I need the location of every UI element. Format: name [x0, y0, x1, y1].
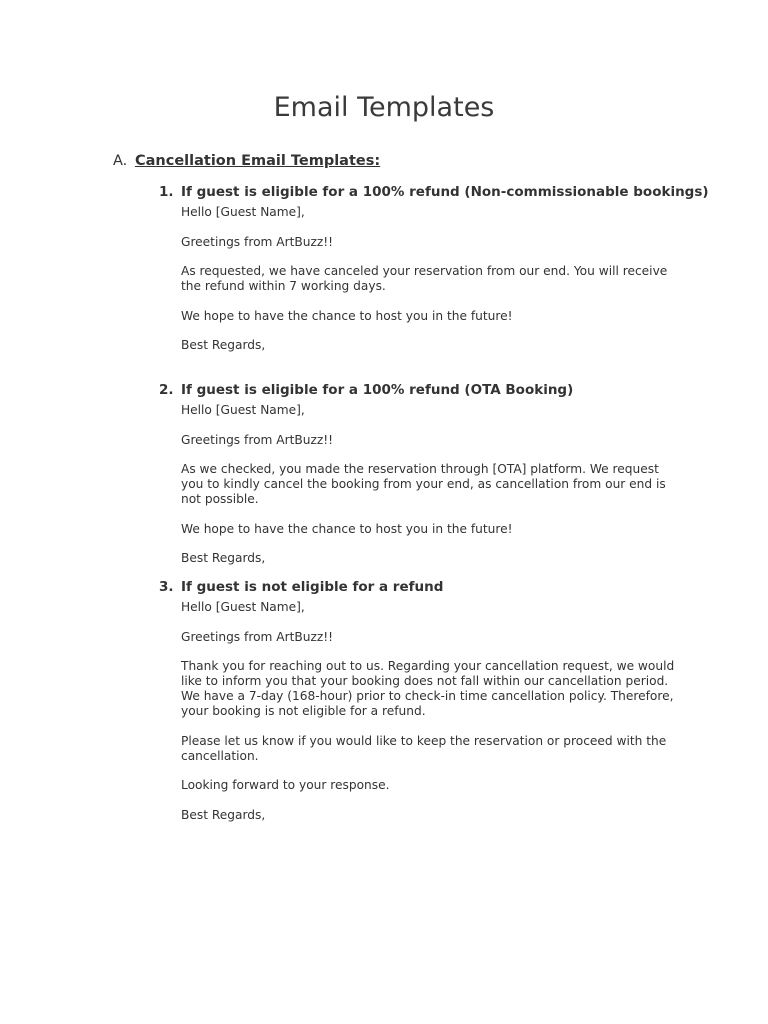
sign-off: Best Regards, — [181, 807, 266, 822]
template-heading — [159, 183, 719, 201]
template-item — [159, 381, 719, 581]
sign-off: Best Regards, — [181, 338, 266, 352]
closing-paragraph: Looking forward to your response. — [181, 778, 390, 792]
closing-paragraph: We hope to have the chance to host you in the future! — [181, 521, 513, 536]
template-body — [181, 403, 681, 566]
template-heading-text: If guest is eligible for a 100% refund (Non-commissionable bookings) — [181, 184, 709, 200]
greeting-line: Hello [Guest Name], — [181, 600, 305, 614]
page-title: Email Templates — [273, 92, 495, 123]
section-marker: A. — [113, 153, 128, 169]
greetings-line: Greetings from ArtBuzz!! — [181, 234, 334, 249]
greetings-line: Greetings from ArtBuzz!! — [181, 629, 334, 644]
template-body — [181, 600, 681, 823]
template-item — [159, 578, 719, 837]
section-heading — [113, 150, 380, 172]
greeting-line: Hello [Guest Name], — [181, 205, 305, 219]
template-number: 3. — [159, 579, 174, 595]
template-heading — [159, 381, 719, 399]
greetings-line: Greetings from ArtBuzz!! — [181, 432, 334, 447]
body-paragraph: As requested, we have canceled your reservation from our end. You will receive the refund within 7 working days. — [181, 264, 668, 293]
greeting-line: Hello [Guest Name], — [181, 403, 305, 417]
body-paragraph: Thank you for reaching out to us. Regarding your cancellation request, we would like to inform you that your booking does not fall within our cancellation period. We have a 7-day (168-hour) prior to check-in time cancellation policy. Therefore, your booking is not eligible for a refund. — [181, 659, 675, 718]
template-heading-text: If guest is eligible for a 100% refund (OTA Booking) — [181, 382, 574, 398]
template-heading-text: If guest is not eligible for a refund — [181, 579, 444, 595]
request-paragraph: Please let us know if you would like to keep the reservation or proceed with the cancellation. — [181, 733, 667, 763]
template-number: 2. — [159, 382, 174, 398]
template-heading — [159, 578, 719, 596]
closing-paragraph: We hope to have the chance to host you in the future! — [181, 308, 513, 323]
template-number: 1. — [159, 184, 174, 200]
template-item — [159, 183, 719, 368]
section-label: Cancellation Email Templates: — [135, 153, 381, 169]
template-body — [181, 205, 681, 353]
sign-off: Best Regards, — [181, 551, 266, 565]
body-paragraph: As we checked, you made the reservation through [OTA] platform. We request you to kindly cancel the booking from your end, as cancellation from our end is not possible. — [181, 462, 666, 506]
